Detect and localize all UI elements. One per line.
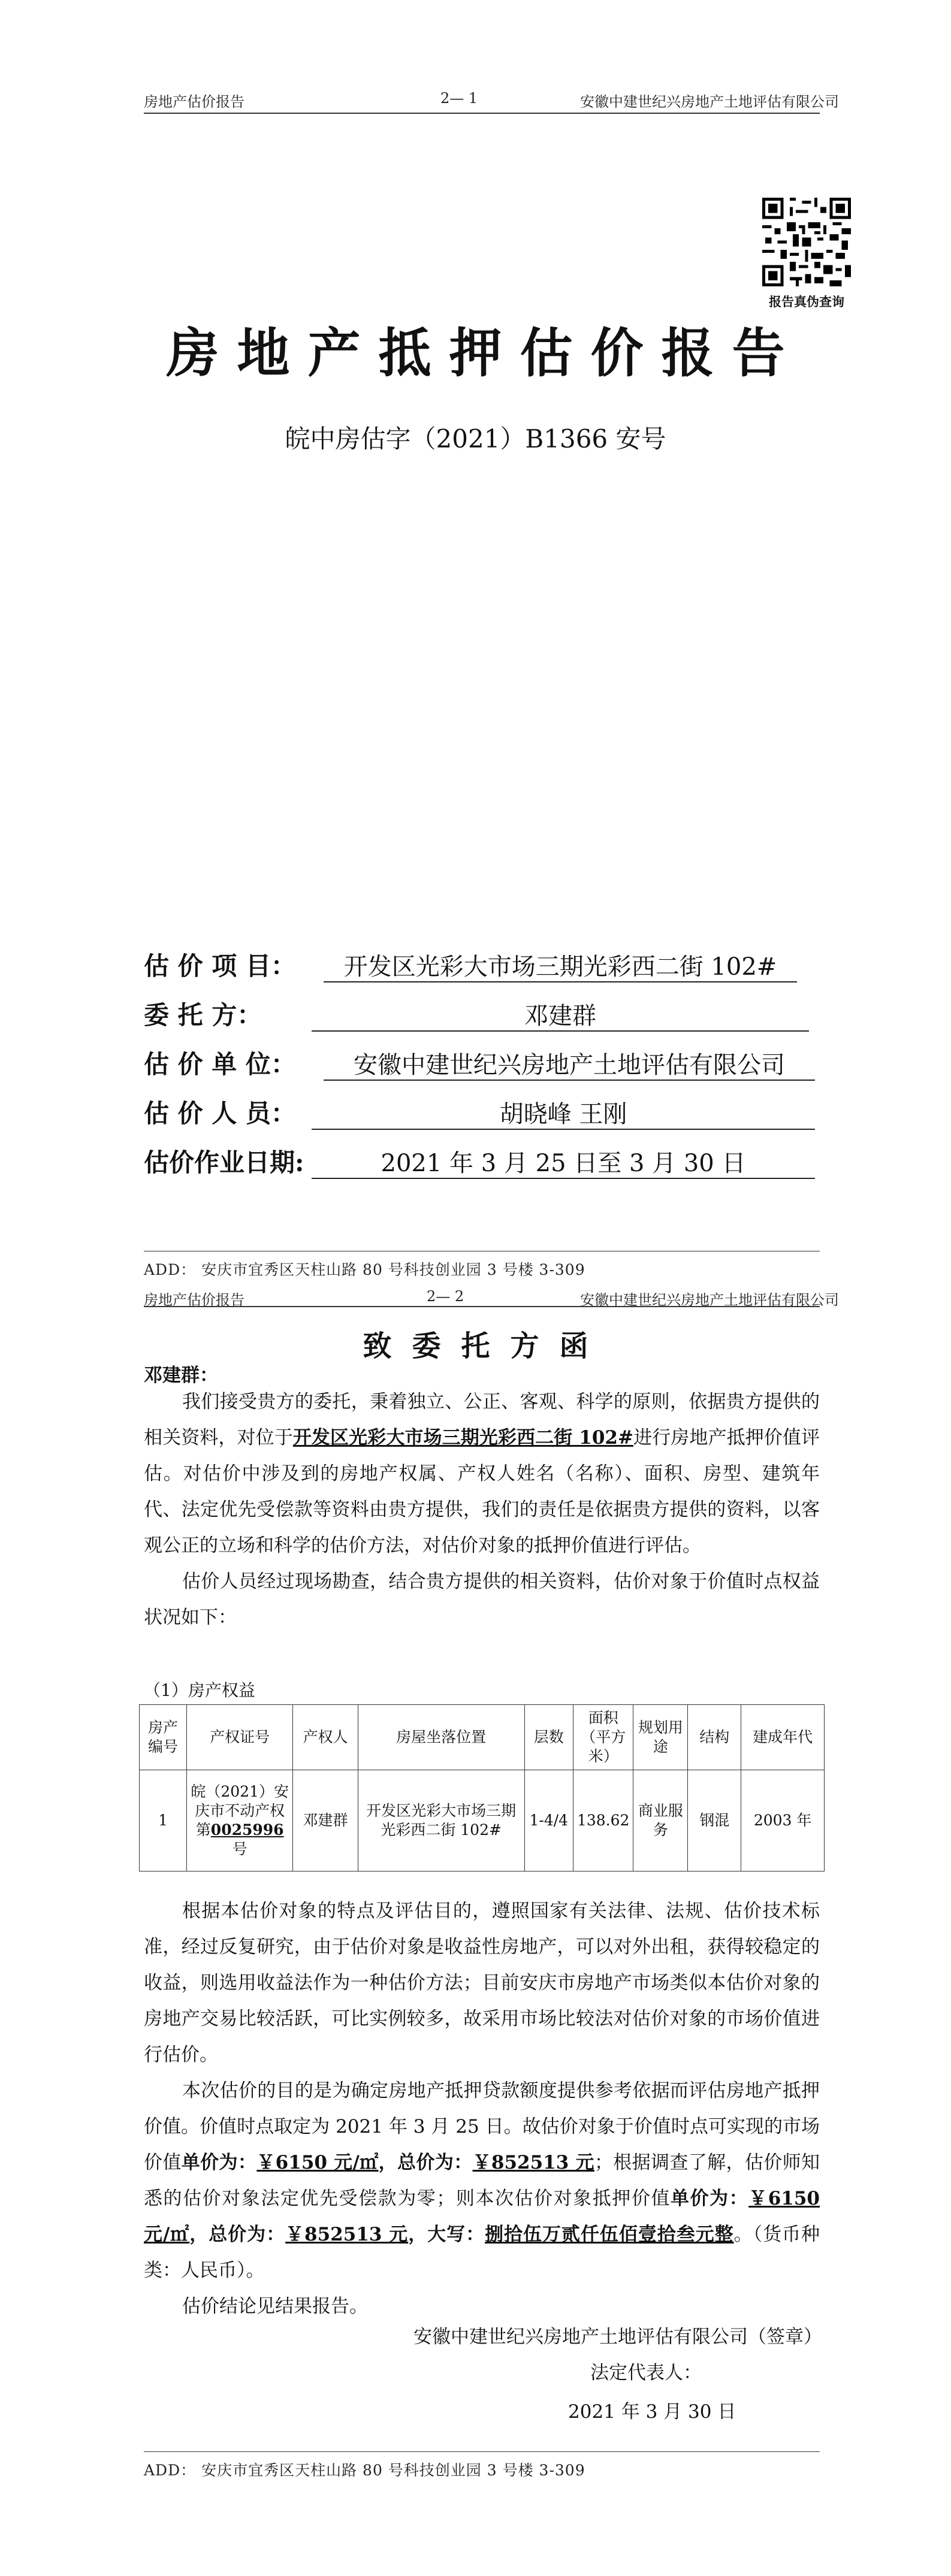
th-area: 面积（平方米） — [573, 1705, 633, 1770]
th-use: 规划用途 — [633, 1705, 688, 1770]
qr-code-icon[interactable] — [762, 198, 851, 286]
letter-salutation: 邓建群： — [144, 1365, 218, 1386]
info-label-client: 委 托 方： — [144, 1000, 262, 1030]
para4-text-3: 。（货币种类：人民币）。 — [144, 2224, 820, 2281]
para4-text-2: ；根据调查了解，估价师知悉的估价对象法定优先受偿款为零；则本次估价对象抵押价值 — [144, 2152, 820, 2209]
page2-header-rule — [144, 1306, 820, 1307]
page1-header-right: 安徽中建世纪兴房地产土地评估有限公司 — [580, 93, 839, 110]
th-structure: 结构 — [688, 1705, 741, 1770]
info-label-appraiser-unit: 估 价 单 位： — [144, 1050, 296, 1079]
info-value-project: 开发区光彩大市场三期光彩西二街 102# — [343, 953, 777, 981]
para4-sep-2: ， — [189, 2224, 209, 2245]
para3-text: 根据本估价对象的特点及评估目的，遵照国家有关法律、法规、估价技术标准，经过反复研究，由于估价对象是收益性房地产，可以对外出租，获得较稳定的收益，则选用收益法作为一种估价方法；目前安庆市房地产市场类似本估价对象的房地产交易比较活跃，可比实例较多，故采用市场比较法对估价对象的市场价值进行估价。 — [144, 1900, 820, 2066]
info-value-work-dates: 2021 年 3 月 25 日至 3 月 30 日 — [381, 1150, 746, 1177]
td-property-no: 1 — [140, 1770, 187, 1871]
letter-paragraph-1 — [144, 1384, 820, 1635]
cert-text-c: 号 — [232, 1840, 247, 1858]
page2-footer-address: ADD： 安庆市宜秀区天柱山路 80 号科技创业园 3 号楼 3-309 — [144, 2462, 585, 2479]
td-area: 138.62 — [573, 1770, 633, 1871]
td-year: 2003 年 — [741, 1770, 825, 1871]
para4-unit-label: 单价为： — [181, 2152, 257, 2173]
td-use: 商业服务 — [633, 1770, 688, 1871]
cert-text-a: 皖（2021）安庆市不动产权第 — [191, 1783, 289, 1839]
page1-header-left: 房地产估价报告 — [144, 93, 244, 110]
td-cert-no — [187, 1770, 293, 1871]
para4-total-label: 总价为： — [397, 2152, 473, 2173]
letter-paragraph-2: 估价人员经过现场勘查，结合贵方提供的相关资料，估价对象于价值时点权益状况如下： — [144, 1571, 820, 1628]
para4-total-value-2: ￥852513 元 — [285, 2224, 409, 2245]
letter-title: 致委托方函 — [363, 1329, 609, 1363]
para4-total-label-2: 总价为： — [209, 2224, 286, 2245]
letter-paragraph-4 — [144, 2073, 820, 2288]
property-rights-table — [139, 1704, 825, 1871]
page2-header-page-number: 2— 2 — [427, 1288, 464, 1305]
table-header-row — [140, 1705, 825, 1770]
para1-property-address: 开发区光彩大市场三期光彩西二街 102# — [292, 1427, 633, 1449]
para4-text-1: 本次估价的目的是为确定房地产抵押贷款额度提供参考依据而评估房地产抵押价值。价值时点取定为 2021 年 3 月 25 日。故估价对象于价值时点可实现的市场价值 — [144, 2080, 820, 2173]
page2-header-right: 安徽中建世纪兴房地产土地评估有限公司 — [580, 1292, 839, 1308]
info-label-appraisers: 估 价 人 员： — [144, 1099, 296, 1128]
info-value-client: 邓建群 — [524, 1002, 596, 1030]
report-title: 房地产抵押估价报告 — [166, 322, 803, 384]
para4-sep: ， — [378, 2152, 397, 2173]
para1-text-c: 进行房地产抵押价值评估。对估价中涉及到的房地产权属、产权人姓名（名称）、面积、房型、建筑年代、法定优先受偿款等资料由贵方提供，我们的责任是依据贵方提供的资料，以客观公正的立场和科学的估价方法，对估价对象的抵押价值进行评估。 — [144, 1427, 820, 1556]
td-floors: 1-4/4 — [524, 1770, 573, 1871]
td-structure: 钢混 — [688, 1770, 741, 1871]
para4-capital-value: 捌拾伍万贰仟伍佰壹拾叁元整 — [485, 2224, 734, 2245]
para4-capital-label: ，大写： — [408, 2224, 485, 2245]
qr-caption: 报告真伪查询 — [769, 294, 844, 309]
th-year: 建成年代 — [741, 1705, 825, 1770]
info-value-appraiser-unit: 安徽中建世纪兴房地产土地评估有限公司 — [354, 1051, 785, 1079]
para4-total-value: ￥852513 元 — [472, 2152, 594, 2173]
info-label-project: 估 价 项 目： — [144, 951, 296, 981]
report-reference-number: 皖中房估字（2021）B1366 安号 — [285, 424, 666, 453]
th-location: 房屋坐落位置 — [358, 1705, 524, 1770]
signature-date: 2021 年 3 月 30 日 — [568, 2401, 736, 2423]
page2-footer-rule — [144, 2451, 820, 2452]
page1-footer-address: ADD： 安庆市宜秀区天柱山路 80 号科技创业园 3 号楼 3-309 — [144, 1261, 585, 1278]
letter-paragraph-3 — [144, 1893, 820, 2324]
td-owner: 邓建群 — [293, 1770, 358, 1871]
para4-unit-label-2: 单价为： — [670, 2188, 749, 2209]
info-label-work-dates: 估价作业日期: — [144, 1148, 304, 1177]
td-location: 开发区光彩大市场三期光彩西二街 102# — [358, 1770, 524, 1871]
signature-legal-rep: 法定代表人： — [590, 2362, 702, 2384]
para4-unit-value: ￥6150 元/㎡ — [256, 2152, 379, 2173]
signature-company: 安徽中建世纪兴房地产土地评估有限公司（签章） — [413, 2326, 822, 2348]
page1-header-rule — [144, 113, 820, 114]
th-floors: 层数 — [524, 1705, 573, 1770]
table-caption: （1）房产权益 — [144, 1680, 255, 1700]
letter-paragraph-5: 估价结论见结果报告。 — [182, 2296, 368, 2317]
th-cert-no: 产权证号 — [187, 1705, 293, 1770]
para4-unit-value-2: ￥6150 元/㎡ — [144, 2188, 820, 2245]
table-row — [140, 1770, 825, 1871]
page2-header-left: 房地产估价报告 — [144, 1292, 244, 1308]
para1-text-a: 我们接受贵方的委托，秉着独立、公正、客观、科学的原则，依据贵方提供的相关资料，对位于 — [144, 1391, 820, 1449]
th-property-no: 房产编号 — [140, 1705, 187, 1770]
cert-number: 0025996 — [210, 1821, 284, 1839]
info-value-appraisers: 胡晓峰 王刚 — [499, 1100, 627, 1128]
th-owner: 产权人 — [293, 1705, 358, 1770]
page1-header-page-number: 2— 1 — [440, 90, 478, 107]
